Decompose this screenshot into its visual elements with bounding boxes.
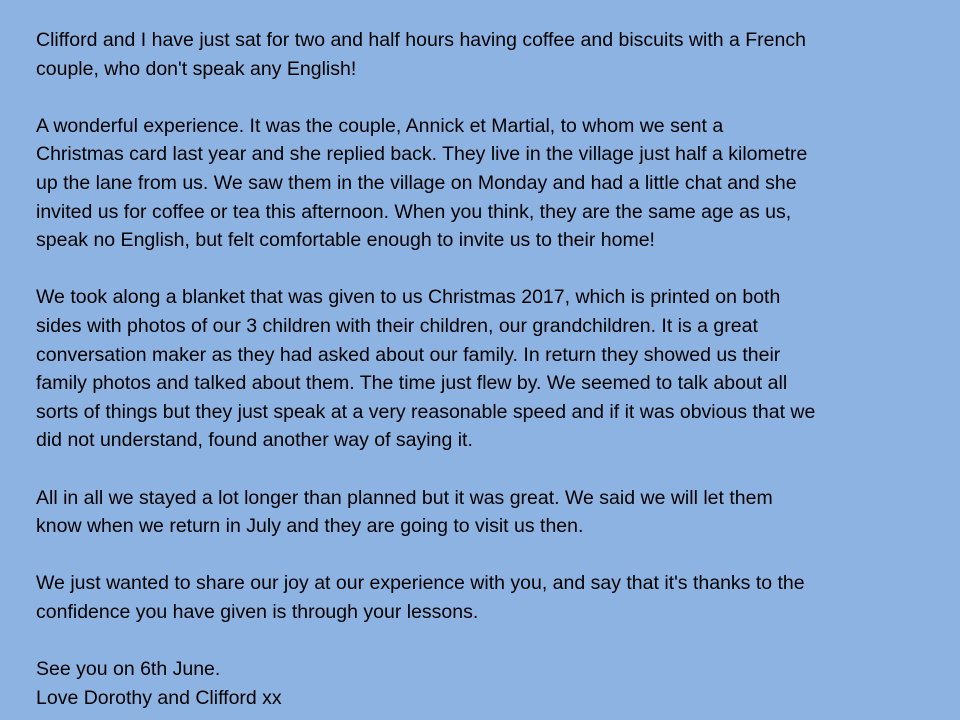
text-line: did not understand, found another way of saying it. [36,429,473,452]
text-line: Christmas card last year and she replied back. They live in the village just half a kilometre [36,143,808,166]
text-line: All in all we stayed a lot longer than planned but it was great. We said we will let them [36,486,773,509]
text-line: up the lane from us. We saw them in the village on Monday and had a little chat and she [36,171,797,194]
text-line: invited us for coffee or tea this afternoon. When you think, they are the same age as us, [36,200,792,223]
text-line: We just wanted to share our joy at our experience with you, and say that it's thanks to the [36,572,805,595]
text-line: Clifford and I have just sat for two and half hours having coffee and biscuits with a French [36,29,806,51]
text-line: speak no English, but felt comfortable enough to invite us to their home! [36,229,655,252]
text-line: couple, who don't speak any English! [36,57,357,80]
paragraph-wonderful-experience [36,112,924,255]
paragraph-share-joy [36,569,924,626]
text-line: sides with photos of our 3 children with their children, our grandchildren. It is a great [36,314,758,337]
signature-line: Love Dorothy and Clifford xx [36,686,282,709]
paragraph-french-couple [36,26,924,83]
signoff [36,655,924,712]
text-line: family photos and talked about them. The time just flew by. We seemed to talk about all [36,372,788,395]
text-line: know when we return in July and they are going to visit us then. [36,515,584,538]
text-line: conversation maker as they had asked about our family. In return they showed us their [36,343,781,366]
signoff-line: See you on 6th June. [36,658,221,681]
text-line: We took along a blanket that was given to us Christmas 2017, which is printed on both [36,286,781,309]
paragraph-stayed-longer [36,484,924,541]
paragraph-blanket [36,283,924,455]
text-line: A wonderful experience. It was the couple, Annick et Martial, to whom we sent a [36,114,724,137]
text-line: confidence you have given is through your lessons. [36,600,479,623]
text-line: sorts of things but they just speak at a very reasonable speed and if it was obvious that we [36,400,816,423]
